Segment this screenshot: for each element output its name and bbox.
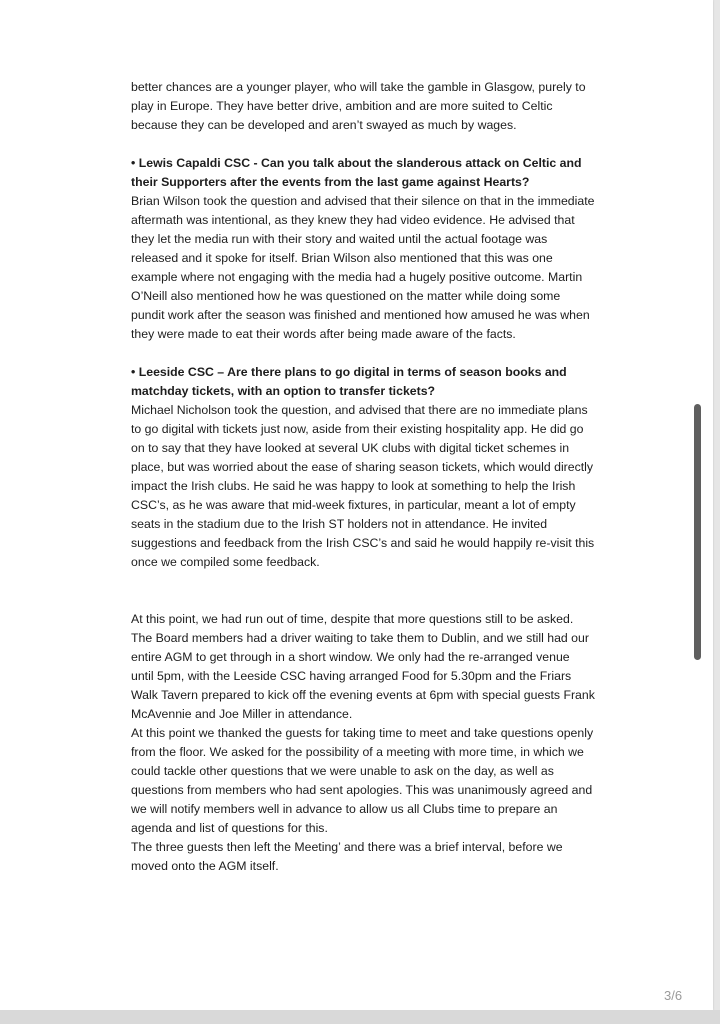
closing-paragraph-interval: The three guests then left the Meeting’ and there was a brief interval, before we moved onto the AGM itself. — [131, 840, 563, 873]
page-indicator: 3/6 — [664, 988, 683, 1003]
question-lewis-capaldi-csc: • Lewis Capaldi CSC - Can you talk about the slanderous attack on Celtic and their Supporters after the events from the last game against Hearts? — [131, 156, 582, 189]
closing-paragraph-time: At this point, we had run out of time, despite that more questions still to be asked. The Board members had a driver waiting to take them to Dublin, and we still had our entire AGM to get through in a short window. We only had the re-arranged venue until 5pm, with the Leeside CSC having arranged Food for 5.30pm and the Friars Walk Tavern prepared to kick off the evening events at 6pm with special guests Frank McAvennie and Joe Miller in attendance. — [131, 612, 595, 721]
spacer — [131, 135, 631, 154]
page-content — [131, 78, 631, 876]
spacer — [131, 572, 631, 610]
closing-paragraph-thanks: At this point we thanked the guests for taking time to meet and take questions openly from the floor. We asked for the possibility of a meeting with more time, in which we could tackle other questions that we were unable to ask on the day, as well as questions from members who had sent apologies. This was unanimously agreed and we will notify members well in advance to allow us all Clubs time to prepare an agenda and list of questions for this. — [131, 726, 594, 835]
spacer — [131, 344, 631, 363]
question-leeside-csc: • Leeside CSC – Are there plans to go digital in terms of season books and matchday tickets, with an option to transfer tickets? — [131, 365, 567, 398]
intro-paragraph: better chances are a younger player, who will take the gamble in Glasgow, purely to play in Europe. They have better drive, ambition and are more suited to Celtic because they can be developed and aren’t swayed as much by wages. — [131, 80, 586, 132]
vertical-scrollbar-thumb[interactable] — [694, 404, 701, 660]
answer-leeside-csc: Michael Nicholson took the question, and advised that there are no immediate plans to go digital with tickets just now, aside from their existing hospitality app. He did go on to say that they have looked at several UK clubs with digital ticket schemes in place, but was worried about the ease of sharing season tickets, which would directly impact the Irish clubs. He said he was happy to look at something to help the Irish CSC’s, as he was aware that mid-week fixtures, in particular, meant a lot of empty seats in the stadium due to the Irish ST holders not in attendance. He invited suggestions and feedback from the Irish CSC’s and said he would happily re-visit this once we compiled some feedback. — [131, 403, 595, 569]
viewer-bottom-bar — [0, 1010, 720, 1024]
answer-lewis-capaldi-csc: Brian Wilson took the question and advised that their silence on that in the immediate aftermath was intentional, as they knew they had video evidence. He advised that they let the media run with their story and waited until the actual footage was released and it spoke for itself. Brian Wilson also mentioned that this was one example where not engaging with the media had a hugely positive outcome. Martin O’Neill also mentioned how he was questioned on the matter while doing some pundit work after the season was finished and mentioned how amused he was when they were made to eat their words after being made aware of the facts. — [131, 194, 595, 341]
